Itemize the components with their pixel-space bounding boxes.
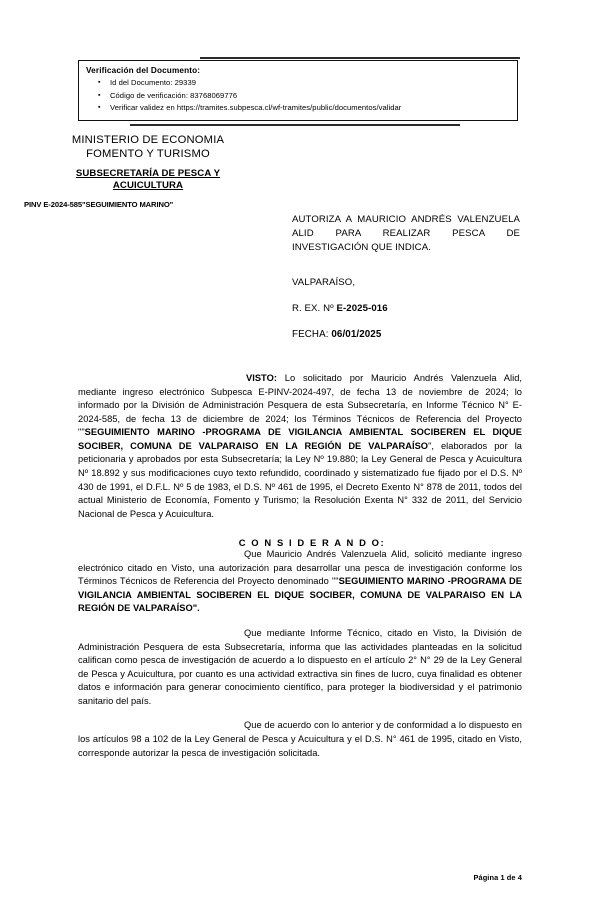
project-reference: PINV E-2024-585"SEGUIMIENTO MARINO"	[24, 199, 174, 209]
subject-text: AUTORIZA A MAURICIO ANDRÉS VALENZUELA ALID PARA REALIZAR PESCA DE INVESTIGACIÓN QUE INDICA.	[292, 214, 520, 254]
verification-list	[86, 77, 511, 114]
letterhead	[22, 133, 274, 209]
considerando-heading: C O N S I D E R A N D O:	[238, 537, 386, 549]
date-value: 06/01/2025	[331, 328, 382, 340]
ministry-name	[22, 133, 274, 162]
paragraph-considerando-2	[78, 627, 522, 708]
verification-item-text: Verificar validez en https://tramites.subpesca.cl/wf-tramites/public/documentos/validar	[110, 102, 402, 112]
visto-project-title: SEGUIMIENTO MARINO -PROGRAMA DE VIGILANCIA AMBIENTAL SOCIBEREN EL DIQUE SOCIBER, COMUNA DE VALPARAISO EN LA REGIÓN DE VALPARAÍSO	[78, 427, 522, 451]
visto-label: VISTO:	[246, 373, 277, 383]
date-line	[292, 329, 520, 340]
paragraph-visto	[78, 372, 522, 521]
ministry-line-1: MINISTERIO DE ECONOMIA	[71, 134, 225, 146]
subject-block	[292, 213, 520, 340]
considerando-2-text: Que mediante Informe Técnico, citado en Visto, la División de Administración Pesquera de esta Subsecretaría, informa que las actividades planteadas en la solicitud califican como pesca de investigación de acuerdo a lo dispuesto en el artículo 2° N° 29 de la Ley General de Pesca y Acuicultura, por cuanto es una actividad extractiva sin fines de lucro, cuya finalidad es obtener datos e información para generar conocimiento científico, para proteger la biodiversidad y el patrimonio sanitario del país.	[78, 628, 522, 706]
subsecretaria-line-1: SUBSECRETARÍA DE PESCA Y	[75, 167, 221, 179]
place-line: VALPARAÍSO,	[292, 276, 356, 288]
verification-item-id	[98, 77, 511, 89]
verification-rule-top	[200, 57, 520, 59]
visto-text-part-1: Lo solicitado por Mauricio Andrés Valenzuela Alid, mediante ingreso electrónico Subpesca E-PINV-2024-497, de fecha 13 de noviembre de 2024; lo informado por la División de Administración Pesquera de esta Subsecretaría, en Informe Técnico N° E-2024-585, de fecha 13 de diciembre de 2024; los Términos Técnicos de Referencia del Proyecto ""	[78, 373, 522, 438]
verification-item-text: Código de verificación: 83768069776	[110, 90, 238, 100]
paragraph-considerando-1	[78, 548, 522, 616]
bullet-icon: ▪	[98, 91, 101, 99]
paragraph-considerando-3	[78, 719, 522, 760]
ministry-line-2: FOMENTO Y TURISMO	[86, 148, 210, 161]
considerando-1-project-title: SEGUIMIENTO MARINO -PROGRAMA DE VIGILANCIA AMBIENTAL SOCIBEREN EL DIQUE SOCIBER, COMUNA DE VALPARAISO EN LA REGIÓN DE VALPARAÍSO".	[78, 576, 523, 614]
bullet-icon: ▪	[98, 103, 101, 111]
document-body	[78, 372, 522, 760]
resolution-label: R. EX. Nº	[292, 302, 334, 314]
verification-rule-bottom	[130, 124, 460, 126]
date-label: FECHA:	[292, 328, 329, 340]
bullet-icon: ▪	[98, 79, 101, 87]
subsecretaria-name	[22, 168, 274, 193]
verification-title: Verificación del Documento:	[86, 66, 201, 75]
considerando-1-text: Que Mauricio Andrés Valenzuela Alid, solicitó mediante ingreso electrónico citado en Visto, una autorización para desarrollar una pesca de investigación conforme los Términos Técnicos de Referencia del Proyecto denominado ""	[78, 549, 522, 587]
considerando-3-text: Que de acuerdo con lo anterior y de conformidad a lo dispuesto en los artículos 98 a 102 de la Ley General de Pesca y Acuicultura y el D.S. N° 461 de 1995, citado en Visto, corresponde autorizar la pesca de investigación solicitada.	[78, 720, 522, 758]
visto-text-part-2: ", elaborados por la peticionaria y aprobados por esta Subsecretaría; la Ley Nº 19.880; la Ley General de Pesca y Acuicultura Nº 18.892 y sus modificaciones cuyo texto refundido, coordinado y sistematizado fue fijado por el D.S. Nº 430 de 1991, el D.F.L. Nº 5 de 1983, el D.S. Nº 461 de 1995, el Decreto Exento N° 878 de 2011, todos del actual Ministerio de Economía, Fomento y Turismo; la Resolución Exenta N° 332 de 2011, del Servicio Nacional de Pesca y Acuicultura.	[78, 440, 522, 519]
verification-item-text: Id del Documento: 29339	[110, 78, 197, 88]
subsecretaria-line-2: ACUICULTURA	[112, 180, 184, 192]
resolution-line	[292, 303, 520, 314]
verification-item-url	[98, 102, 511, 114]
verification-box	[78, 60, 518, 121]
verification-item-code	[98, 90, 511, 102]
page-footer: Página 1 de 4	[473, 873, 522, 882]
resolution-number: E-2025-016	[336, 302, 388, 314]
